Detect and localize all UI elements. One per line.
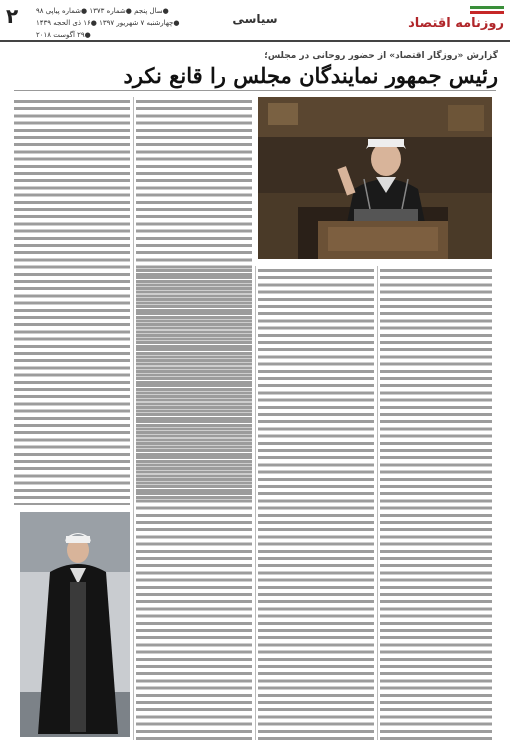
- article-column-5: [380, 266, 492, 740]
- newspaper-logo: [408, 4, 504, 36]
- date-info-line: ●چهارشنبه ۷ شهریور ۱۳۹۷ ●۱۶ ذی الحجه ۱۴۳۹ ●۲۹ آگوست ۲۰۱۸: [36, 19, 180, 39]
- article-headline: رئیس جمهور نمایندگان مجلس را قانع نکرد: [123, 63, 498, 88]
- logo-text: روزنامه اقتصاد: [408, 16, 504, 31]
- headline-divider: [14, 90, 496, 91]
- podium-photo-illustration: [258, 97, 492, 259]
- article-column-left: [14, 97, 130, 505]
- column-divider: [255, 266, 256, 740]
- issue-date-info: [36, 5, 186, 41]
- speaker-podium-photo: [258, 97, 492, 259]
- standing-photo-illustration: [20, 512, 130, 737]
- article-column-3: [136, 266, 252, 740]
- page-number: ۲: [6, 4, 19, 28]
- section-title: سیاسی: [232, 12, 278, 26]
- column-divider: [377, 266, 378, 740]
- issue-info-line: ●سال پنجم ●شماره ۱۳۷۳ ●شماره پیاپی ۹۸: [36, 7, 169, 15]
- column-divider: [133, 97, 134, 740]
- article-column-4: [258, 266, 374, 740]
- walking-figure-photo: [20, 512, 130, 737]
- masthead: [0, 0, 510, 42]
- article-kicker: گزارش «روزگار اقتصاد» از حضور روحانی در مجلس؛: [264, 51, 498, 61]
- flag-icon: [470, 6, 504, 14]
